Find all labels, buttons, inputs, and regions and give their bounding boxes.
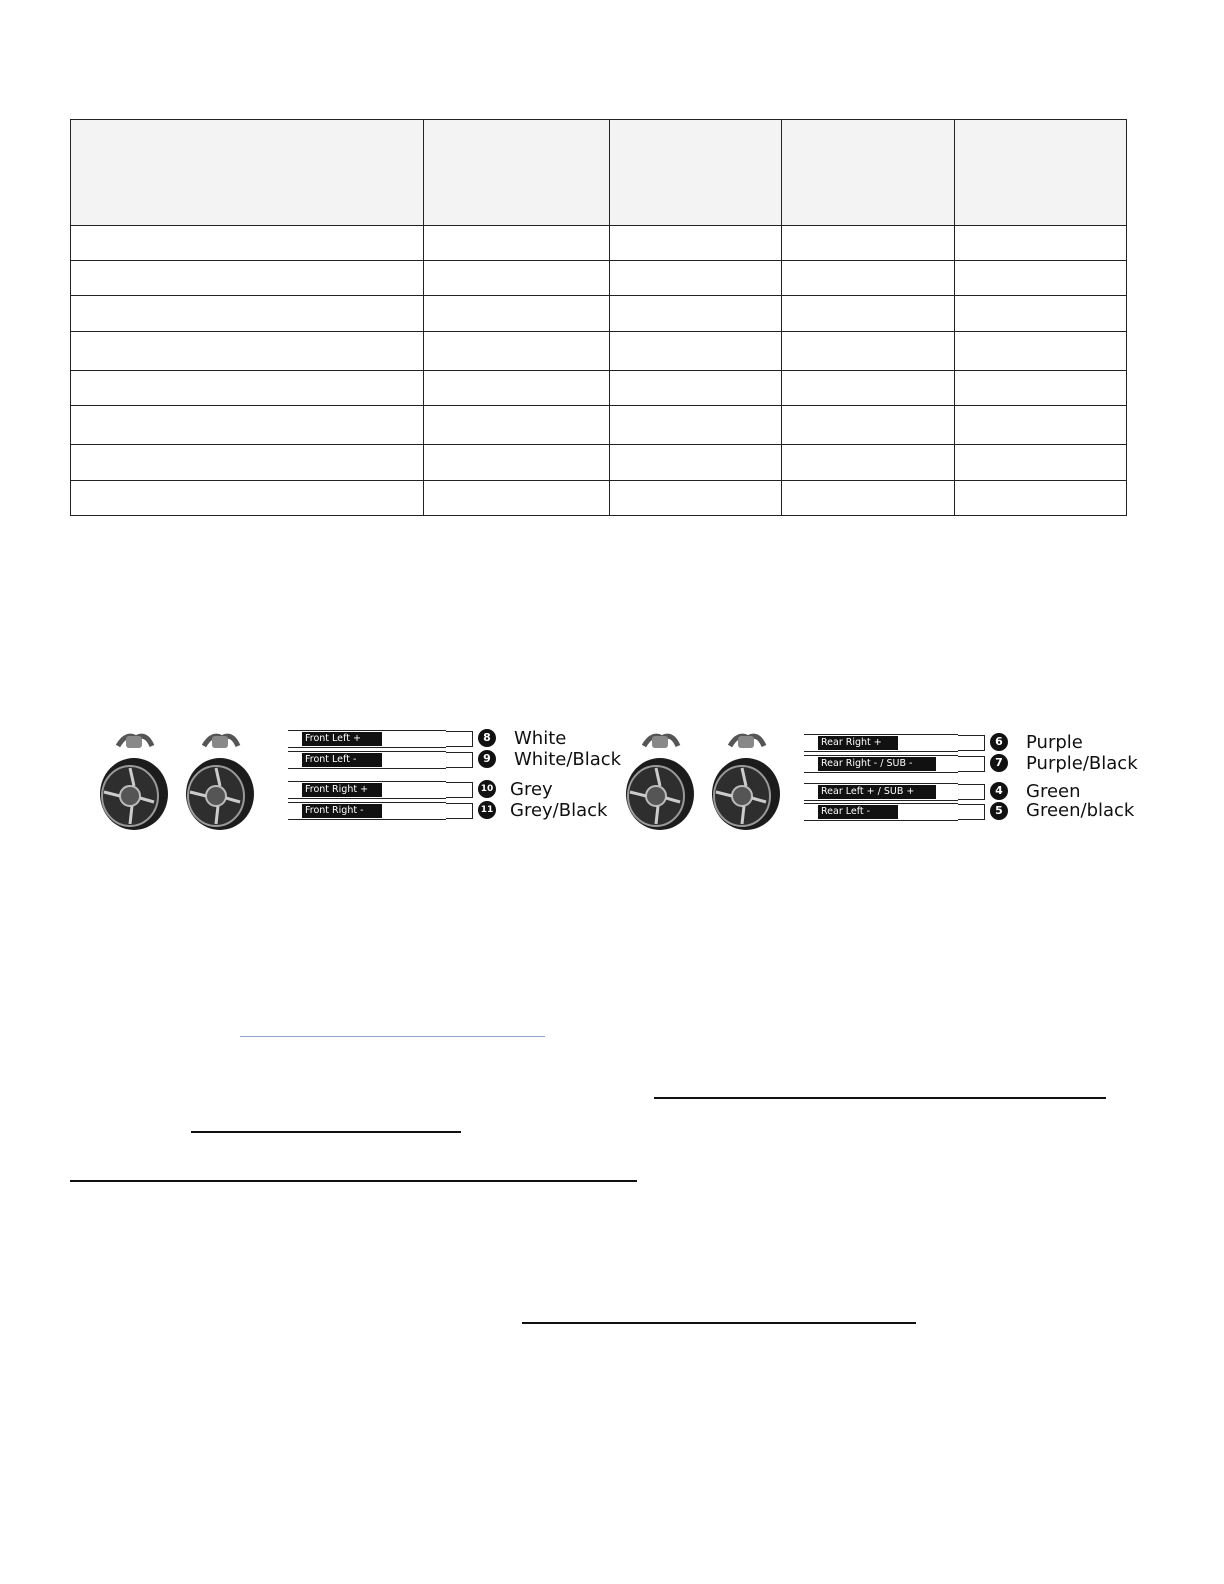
wire-tag: Rear Left + / SUB + xyxy=(818,785,936,799)
hyperlink-underline[interactable] xyxy=(654,1097,1106,1099)
table-cell xyxy=(955,296,1127,331)
table-cell xyxy=(424,406,610,445)
table-row xyxy=(71,480,1127,515)
table-cell xyxy=(955,225,1127,260)
table-cell xyxy=(955,370,1127,405)
table-cell xyxy=(71,406,424,445)
table-cell xyxy=(71,225,424,260)
pin-number: 4 xyxy=(990,782,1008,800)
table-cell xyxy=(424,480,610,515)
table-cell xyxy=(610,406,782,445)
table-cell xyxy=(610,261,782,296)
table-cell xyxy=(424,370,610,405)
hyperlink-underline[interactable] xyxy=(522,1322,916,1324)
wire-front-right-minus xyxy=(288,802,446,820)
table-cell xyxy=(71,480,424,515)
table-cell xyxy=(71,370,424,405)
wire-front-left-minus xyxy=(288,751,446,769)
wire-tag: Front Left + xyxy=(302,732,382,746)
table-row xyxy=(71,296,1127,331)
table-cell xyxy=(782,445,955,480)
table-cell xyxy=(782,406,955,445)
wire-tag: Rear Right - / SUB - xyxy=(818,757,936,771)
hyperlink-underline[interactable] xyxy=(240,1036,545,1037)
table-cell xyxy=(424,261,610,296)
tower-speaker-pair-icon xyxy=(96,732,266,836)
table-row xyxy=(71,370,1127,405)
table-cell xyxy=(424,225,610,260)
tower-speaker-pair-icon xyxy=(622,732,792,836)
pin-number: 11 xyxy=(478,801,496,819)
pin-number: 9 xyxy=(478,750,496,768)
table-cell xyxy=(782,331,955,370)
wire-front-right-plus xyxy=(288,781,446,799)
table-cell xyxy=(782,480,955,515)
wire-rear-right-minus-sub-minus xyxy=(804,755,958,773)
table-row xyxy=(71,406,1127,445)
pin-number: 7 xyxy=(990,754,1008,772)
hyperlink-underline[interactable] xyxy=(70,1180,637,1182)
header-cell xyxy=(610,120,782,226)
table-cell xyxy=(610,296,782,331)
wire-rear-left-plus-sub-plus xyxy=(804,783,958,801)
table-cell xyxy=(71,261,424,296)
table-row xyxy=(71,331,1127,370)
table-cell xyxy=(424,445,610,480)
table-cell xyxy=(955,445,1127,480)
wire-tag: Rear Right + xyxy=(818,736,898,750)
header-cell xyxy=(71,120,424,226)
hyperlink-underline[interactable] xyxy=(191,1131,461,1133)
table-cell xyxy=(610,480,782,515)
table-cell xyxy=(955,406,1127,445)
table-cell xyxy=(782,296,955,331)
table-row xyxy=(71,445,1127,480)
table-row xyxy=(71,261,1127,296)
table-cell xyxy=(610,445,782,480)
header-cell xyxy=(955,120,1127,226)
table-cell xyxy=(782,261,955,296)
table-cell xyxy=(424,331,610,370)
table-cell xyxy=(782,225,955,260)
pin-number: 5 xyxy=(990,802,1008,820)
wire-color-label: Purple/Black xyxy=(1026,753,1138,774)
wire-front-left-plus xyxy=(288,730,446,748)
pin-number: 8 xyxy=(478,729,496,747)
wire-tag: Rear Left - xyxy=(818,805,898,819)
wire-color-label: White xyxy=(514,728,567,749)
wire-color-label: White/Black xyxy=(514,749,622,770)
table-cell xyxy=(955,261,1127,296)
table-cell xyxy=(71,445,424,480)
pin-number: 6 xyxy=(990,733,1008,751)
table-cell xyxy=(610,225,782,260)
table-cell xyxy=(424,296,610,331)
wire-color-label: Green/black xyxy=(1026,800,1135,821)
header-cell xyxy=(424,120,610,226)
wiring-diagram xyxy=(90,720,1140,830)
table-header-row xyxy=(71,120,1127,226)
pin-number: 10 xyxy=(478,780,496,798)
table-cell xyxy=(955,480,1127,515)
table-cell xyxy=(782,370,955,405)
table-row xyxy=(71,225,1127,260)
table-cell xyxy=(610,331,782,370)
header-cell xyxy=(782,120,955,226)
wire-tag: Front Left - xyxy=(302,753,382,767)
table-cell xyxy=(955,331,1127,370)
table-cell xyxy=(71,331,424,370)
wire-color-label: Green xyxy=(1026,781,1081,802)
wire-rear-right-plus xyxy=(804,734,958,752)
wire-color-label: Purple xyxy=(1026,732,1083,753)
wire-rear-left-minus xyxy=(804,803,958,821)
wire-color-label: Grey/Black xyxy=(510,800,608,821)
table-cell xyxy=(610,370,782,405)
table-cell xyxy=(71,296,424,331)
spec-table xyxy=(70,119,1127,516)
wire-color-label: Grey xyxy=(510,779,553,800)
wire-tag: Front Right + xyxy=(302,783,382,797)
wire-tag: Front Right - xyxy=(302,804,382,818)
